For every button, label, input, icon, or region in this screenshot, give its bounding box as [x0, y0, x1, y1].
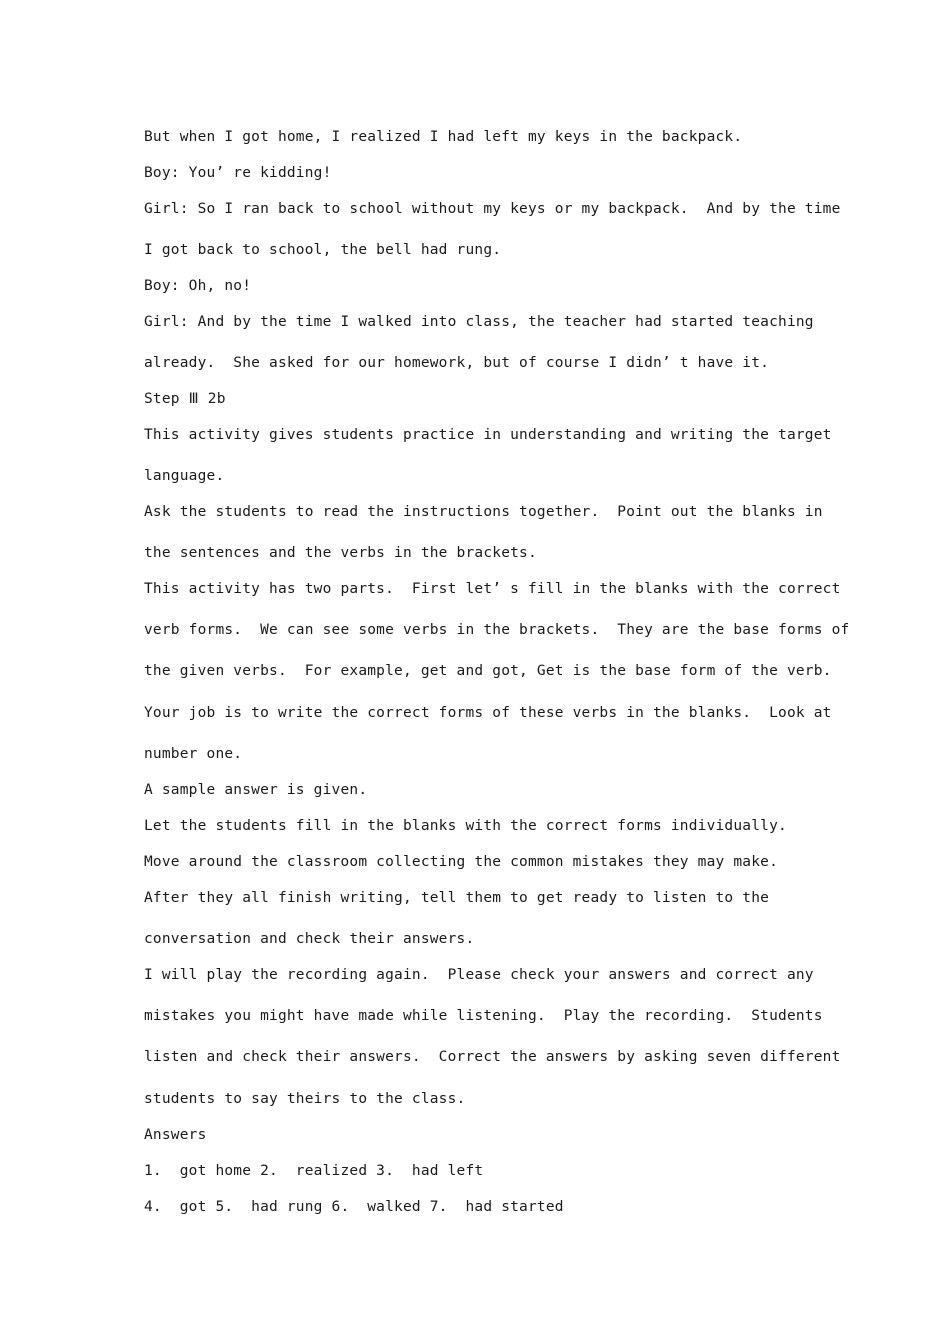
text-line: Ask the students to read the instructions together. Point out the blanks in	[144, 504, 823, 520]
text-line: number one.	[144, 746, 243, 762]
text-line: the sentences and the verbs in the brackets.	[144, 545, 537, 561]
text-line: listen and check their answers. Correct the answers by asking seven different	[144, 1049, 841, 1065]
text-line: After they all finish writing, tell them to get ready to listen to the	[144, 890, 770, 906]
dialogue-line-girl: Girl: And by the time I walked into class, the teacher had started teaching	[144, 314, 814, 330]
text-line: I will play the recording again. Please check your answers and correct any	[144, 967, 814, 983]
text-line: This activity gives students practice in understanding and writing the target	[144, 427, 832, 443]
text-line: Let the students fill in the blanks with the correct forms individually.	[144, 818, 787, 834]
text-line: Your job is to write the correct forms of these verbs in the blanks. Look at	[144, 705, 832, 721]
dialogue-line-girl: Girl: So I ran back to school without my keys or my backpack. And by the time	[144, 201, 841, 217]
text-line: A sample answer is given.	[144, 782, 368, 798]
text-line: students to say theirs to the class.	[144, 1091, 466, 1107]
answers-line: 4. got 5. had rung 6. walked 7. had started	[144, 1199, 564, 1215]
text-line: verb forms. We can see some verbs in the brackets. They are the base forms of	[144, 622, 850, 638]
text-line: This activity has two parts. First let’ s fill in the blanks with the correct	[144, 581, 841, 597]
dialogue-line-boy: Boy: You’ re kidding!	[144, 165, 332, 181]
answers-heading: Answers	[144, 1127, 207, 1143]
text-line: already. She asked for our homework, but of course I didn’ t have it.	[144, 355, 770, 371]
text-line: the given verbs. For example, get and got, Get is the base form of the verb.	[144, 663, 832, 679]
text-line: mistakes you might have made while listening. Play the recording. Students	[144, 1008, 823, 1024]
step-heading: Step Ⅲ 2b	[144, 391, 226, 407]
text-line: Move around the classroom collecting the common mistakes they may make.	[144, 854, 779, 870]
text-line: conversation and check their answers.	[144, 931, 475, 947]
answers-line: 1. got home 2. realized 3. had left	[144, 1163, 484, 1179]
text-line: But when I got home, I realized I had left my keys in the backpack.	[144, 129, 743, 145]
text-line: language.	[144, 468, 225, 484]
text-line: I got back to school, the bell had rung.	[144, 242, 502, 258]
dialogue-line-boy: Boy: Oh, no!	[144, 278, 252, 294]
